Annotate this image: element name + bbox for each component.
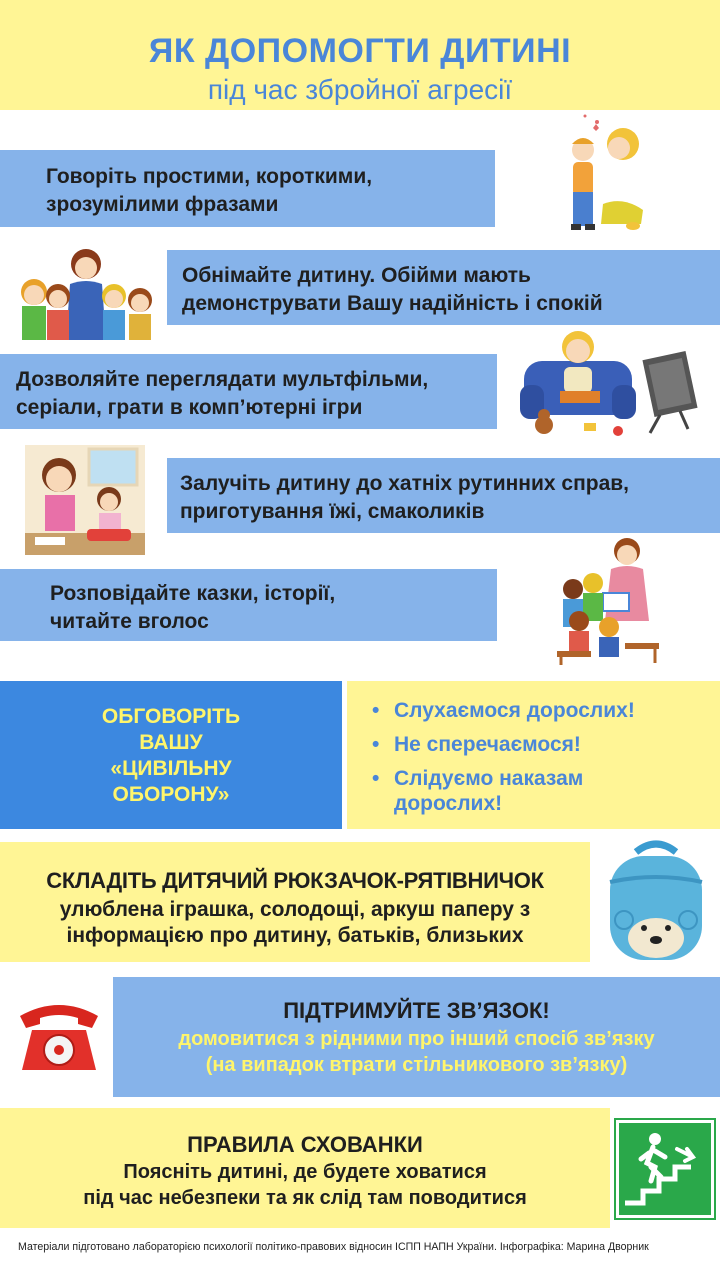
shelter-description: Поясніть дитині, де будете ховатися під час небезпеки та як слід там поводитися [83, 1161, 527, 1209]
backpack-title: СКЛАДІТЬ ДИТЯЧИЙ РЮКЗАЧОК-РЯТІВНИЧОК [46, 868, 544, 893]
page-subtitle: під час збройної агресії [207, 74, 513, 105]
tip-4-text: Залучіть дитину до хатніх рутинних справ, приготування їжі, смаколиків [180, 472, 630, 523]
civil-defence-title: ОБГОВОРІТЬ ВАШУ «ЦИВІЛЬНУ ОБОРОНУ» [101, 705, 241, 806]
tip-3-text: Дозволяйте переглядати мультфільми, серіали, грати в комп’ютерні ігри [16, 368, 429, 419]
footer-credits: Матеріали підготовано лабораторією психології політико-правових відносин ІСПП НАПН України. Інфографіка: Марина Дворник [18, 1241, 649, 1253]
list-item: • Не сперечаємося! [372, 732, 712, 757]
mother-daughter-cooking-illustration [25, 445, 145, 555]
teacher-children-illustration [10, 240, 160, 340]
shelter-title: ПРАВИЛА СХОВАНКИ [187, 1132, 423, 1157]
tip-5-text: Розповідайте казки, історії, читайте вголос [50, 582, 336, 633]
support-title: ПІДТРИМУЙТЕ ЗВ’ЯЗОК! [283, 998, 550, 1023]
list-item: • Слідуємо наказам дорослих! [372, 766, 622, 816]
mother-child-hug-illustration [555, 108, 665, 238]
backpack-description: улюблена іграшка, солодощі, аркуш паперу з інформацією про дитину, батьків, близьких [59, 898, 531, 947]
tip-1-text: Говоріть простими, короткими, зрозумілими фразами [46, 165, 373, 216]
child-sofa-tv-illustration [520, 325, 700, 440]
civil-defence-rules-list [372, 698, 712, 825]
tip-2-text: Обнімайте дитину. Обійми мають демонструвати Вашу надійність і спокій [182, 264, 603, 315]
list-item: • Слухаємося дорослих! [372, 698, 712, 723]
support-description: домовитися з рідними про інший спосіб зв’язку (на випадок втрати стільникового зв’язку) [178, 1028, 655, 1076]
blue-bear-backpack-icon [600, 838, 712, 966]
mother-reading-children-illustration [555, 535, 665, 665]
emergency-exit-stairs-icon [616, 1120, 714, 1218]
red-telephone-icon [14, 998, 104, 1078]
page-title: ЯК ДОПОМОГТИ ДИТИНІ [148, 32, 572, 70]
